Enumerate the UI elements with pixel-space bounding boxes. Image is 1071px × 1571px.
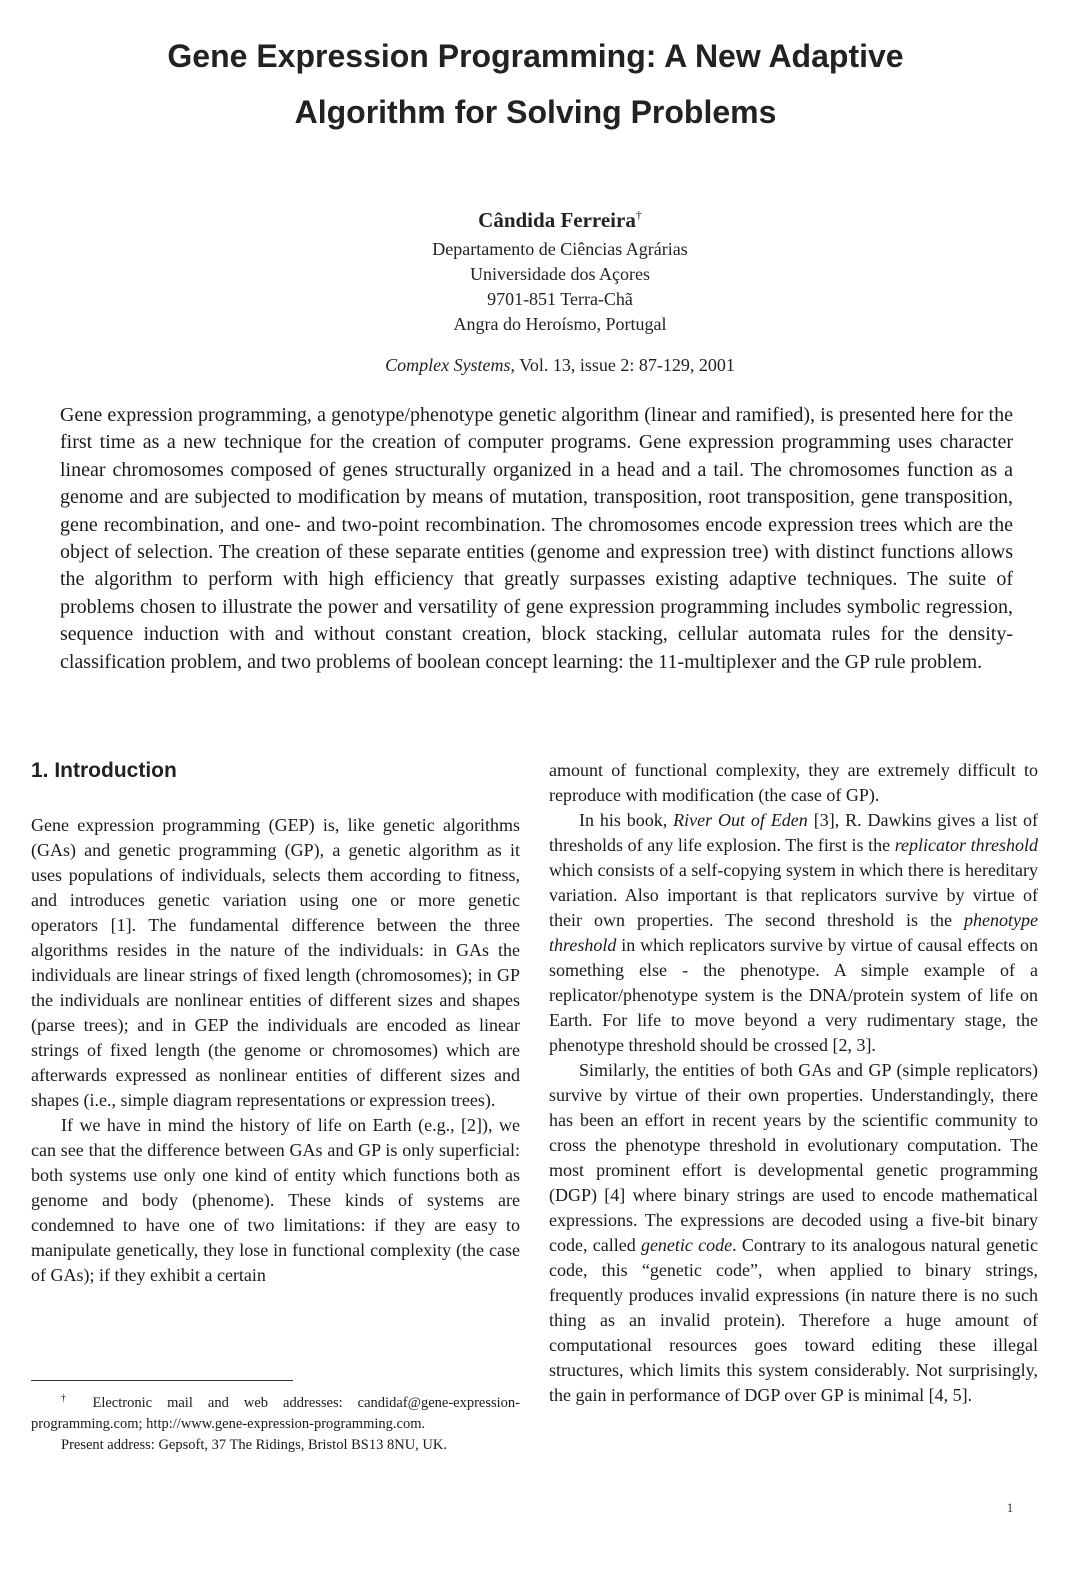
book-title: River Out of Eden (673, 810, 808, 830)
affiliation-line: Departamento de Ciências Agrárias (432, 239, 688, 259)
affiliation-line: 9701-851 Terra-Chã (487, 289, 633, 309)
footnote-mark: † (61, 1393, 78, 1404)
right-column (549, 758, 1038, 1408)
footnote: † Electronic mail and web addresses: candidaf@gene-expression-programming.com; http://www.gene-expression-programming.com. (31, 1393, 520, 1432)
term-emphasis: genetic code (640, 1235, 733, 1255)
page-number: 1 (1006, 1500, 1014, 1515)
affiliation-line: Universidade dos Açores (470, 264, 650, 284)
paragraph: Gene expression programming (GEP) is, like genetic algorithms (GAs) and genetic programming (GP), a genetic algorithm as it uses populations of individuals, selects them according to fitness, and introduces genetic variation using one or more genetic operators [1]. The fundamental difference between the three algorithms resides in the nature of the individuals: in GAs the individuals are linear strings of fixed length (chromosomes); in GP the individuals are nonlinear entities of different sizes and shapes (parse trees); and in GEP the individuals are encoded as linear strings of fixed length (the genome or chromosomes) which are afterwards expressed as nonlinear entities of different sizes and shapes (i.e., simple diagram representations or expression trees). (31, 815, 520, 1110)
abstract: Gene expression programming, a genotype/phenotype genetic algorithm (linear and ramified), is presented here for the first time as a new technique for the creation of computer programs. Gene expression programming uses character linear chromosomes composed of genes structurally organized in a head and a tail. The chromosomes function as a genome and are subjected to modification by means of mutation, transposition, root transposition, gene transposition, gene recombination, and one- and two-point recombination. The chromosomes encode expression trees which are the object of selection. The creation of these separate entities (genome and expression tree) with distinct functions allows the algorithm to perform with high efficiency that greatly surpasses existing adaptive techniques. The suite of problems chosen to illustrate the power and versatility of gene expression programming includes symbolic regression, sequence induction with and without constant creation, block stacking, cellular automata rules for the density-classification problem, and two problems of boolean concept learning: the 11-multiplexer and the GP rule problem. (60, 404, 1013, 673)
author-block (300, 198, 820, 337)
title-line-1: Gene Expression Programming: A New Adaptive (167, 38, 904, 74)
footnote-divider (31, 1380, 293, 1381)
author-footnote-mark: † (635, 208, 642, 222)
term-emphasis: phenotype threshold (549, 910, 1038, 955)
paragraph: Similarly, the entities of both GAs and GP (simple replicators) survive by virtue of their own properties. Understandingly, there has been an effort in recent years by the scientific community to cross the phenotype threshold in evolutionary computation. The most prominent effort is developmental genetic programming (DGP) [4] where binary strings are used to encode mathematical expressions. The expressions are decoded using a five-bit binary code, called genetic code. Contrary to its analogous natural genetic code, this “genetic code”, when applied to binary strings, frequently produces invalid expressions (in nature there is no such thing as an invalid protein). Therefore a huge amount of computational resources goes toward editing these illegal structures, which limits this system considerably. Not surprisingly, the gain in performance of DGP over GP is minimal [4, 5]. (549, 1060, 1039, 1405)
paragraph: If we have in mind the history of life on Earth (e.g., [2]), we can see that the difference between GAs and GP is only superficial: both systems use only one kind of entity which functions both as genome and body (phenome). These kinds of systems are condemned to have one of two limitations: if they are easy to manipulate genetically, they lose in functional complexity (the case of GAs); if they exhibit a certain (31, 1115, 520, 1285)
left-column (31, 756, 520, 1288)
title-line-2: Algorithm for Solving Problems (294, 94, 777, 130)
paragraph: In his book, River Out of Eden [3], R. Dawkins gives a list of thresholds of any life explosion. The first is the replicator threshold which consists of a self-copying system in which there is hereditary variation. Also important is that replicators survive by virtue of their own properties. The second threshold is the phenotype threshold in which replicators survive by virtue of causal effects on something else - the phenotype. A simple example of a replicator/phenotype system is the DNA/protein system of life on Earth. For life to move beyond a very rudimentary stage, the phenotype threshold should be crossed [2, 3]. (549, 810, 1039, 1055)
citation-details: Vol. 13, issue 2: 87-129, 2001 (515, 355, 735, 375)
section-heading: 1. Introduction (31, 759, 177, 782)
footnotes (31, 1388, 520, 1456)
paragraph-continuation: amount of functional complexity, they are extremely difficult to reproduce with modification (the case of GP). (549, 760, 1038, 805)
paper-title (60, 28, 1011, 140)
affiliation-line: Angra do Heroísmo, Portugal (453, 314, 667, 334)
journal-citation (300, 352, 820, 378)
journal-name: Complex Systems, (385, 355, 516, 375)
footnote: Present address: Gepsoft, 37 The Ridings, Bristol BS13 8NU, UK. (61, 1436, 447, 1453)
author-name: Cândida Ferreira† (478, 208, 642, 232)
term-emphasis: replicator threshold (894, 835, 1038, 855)
